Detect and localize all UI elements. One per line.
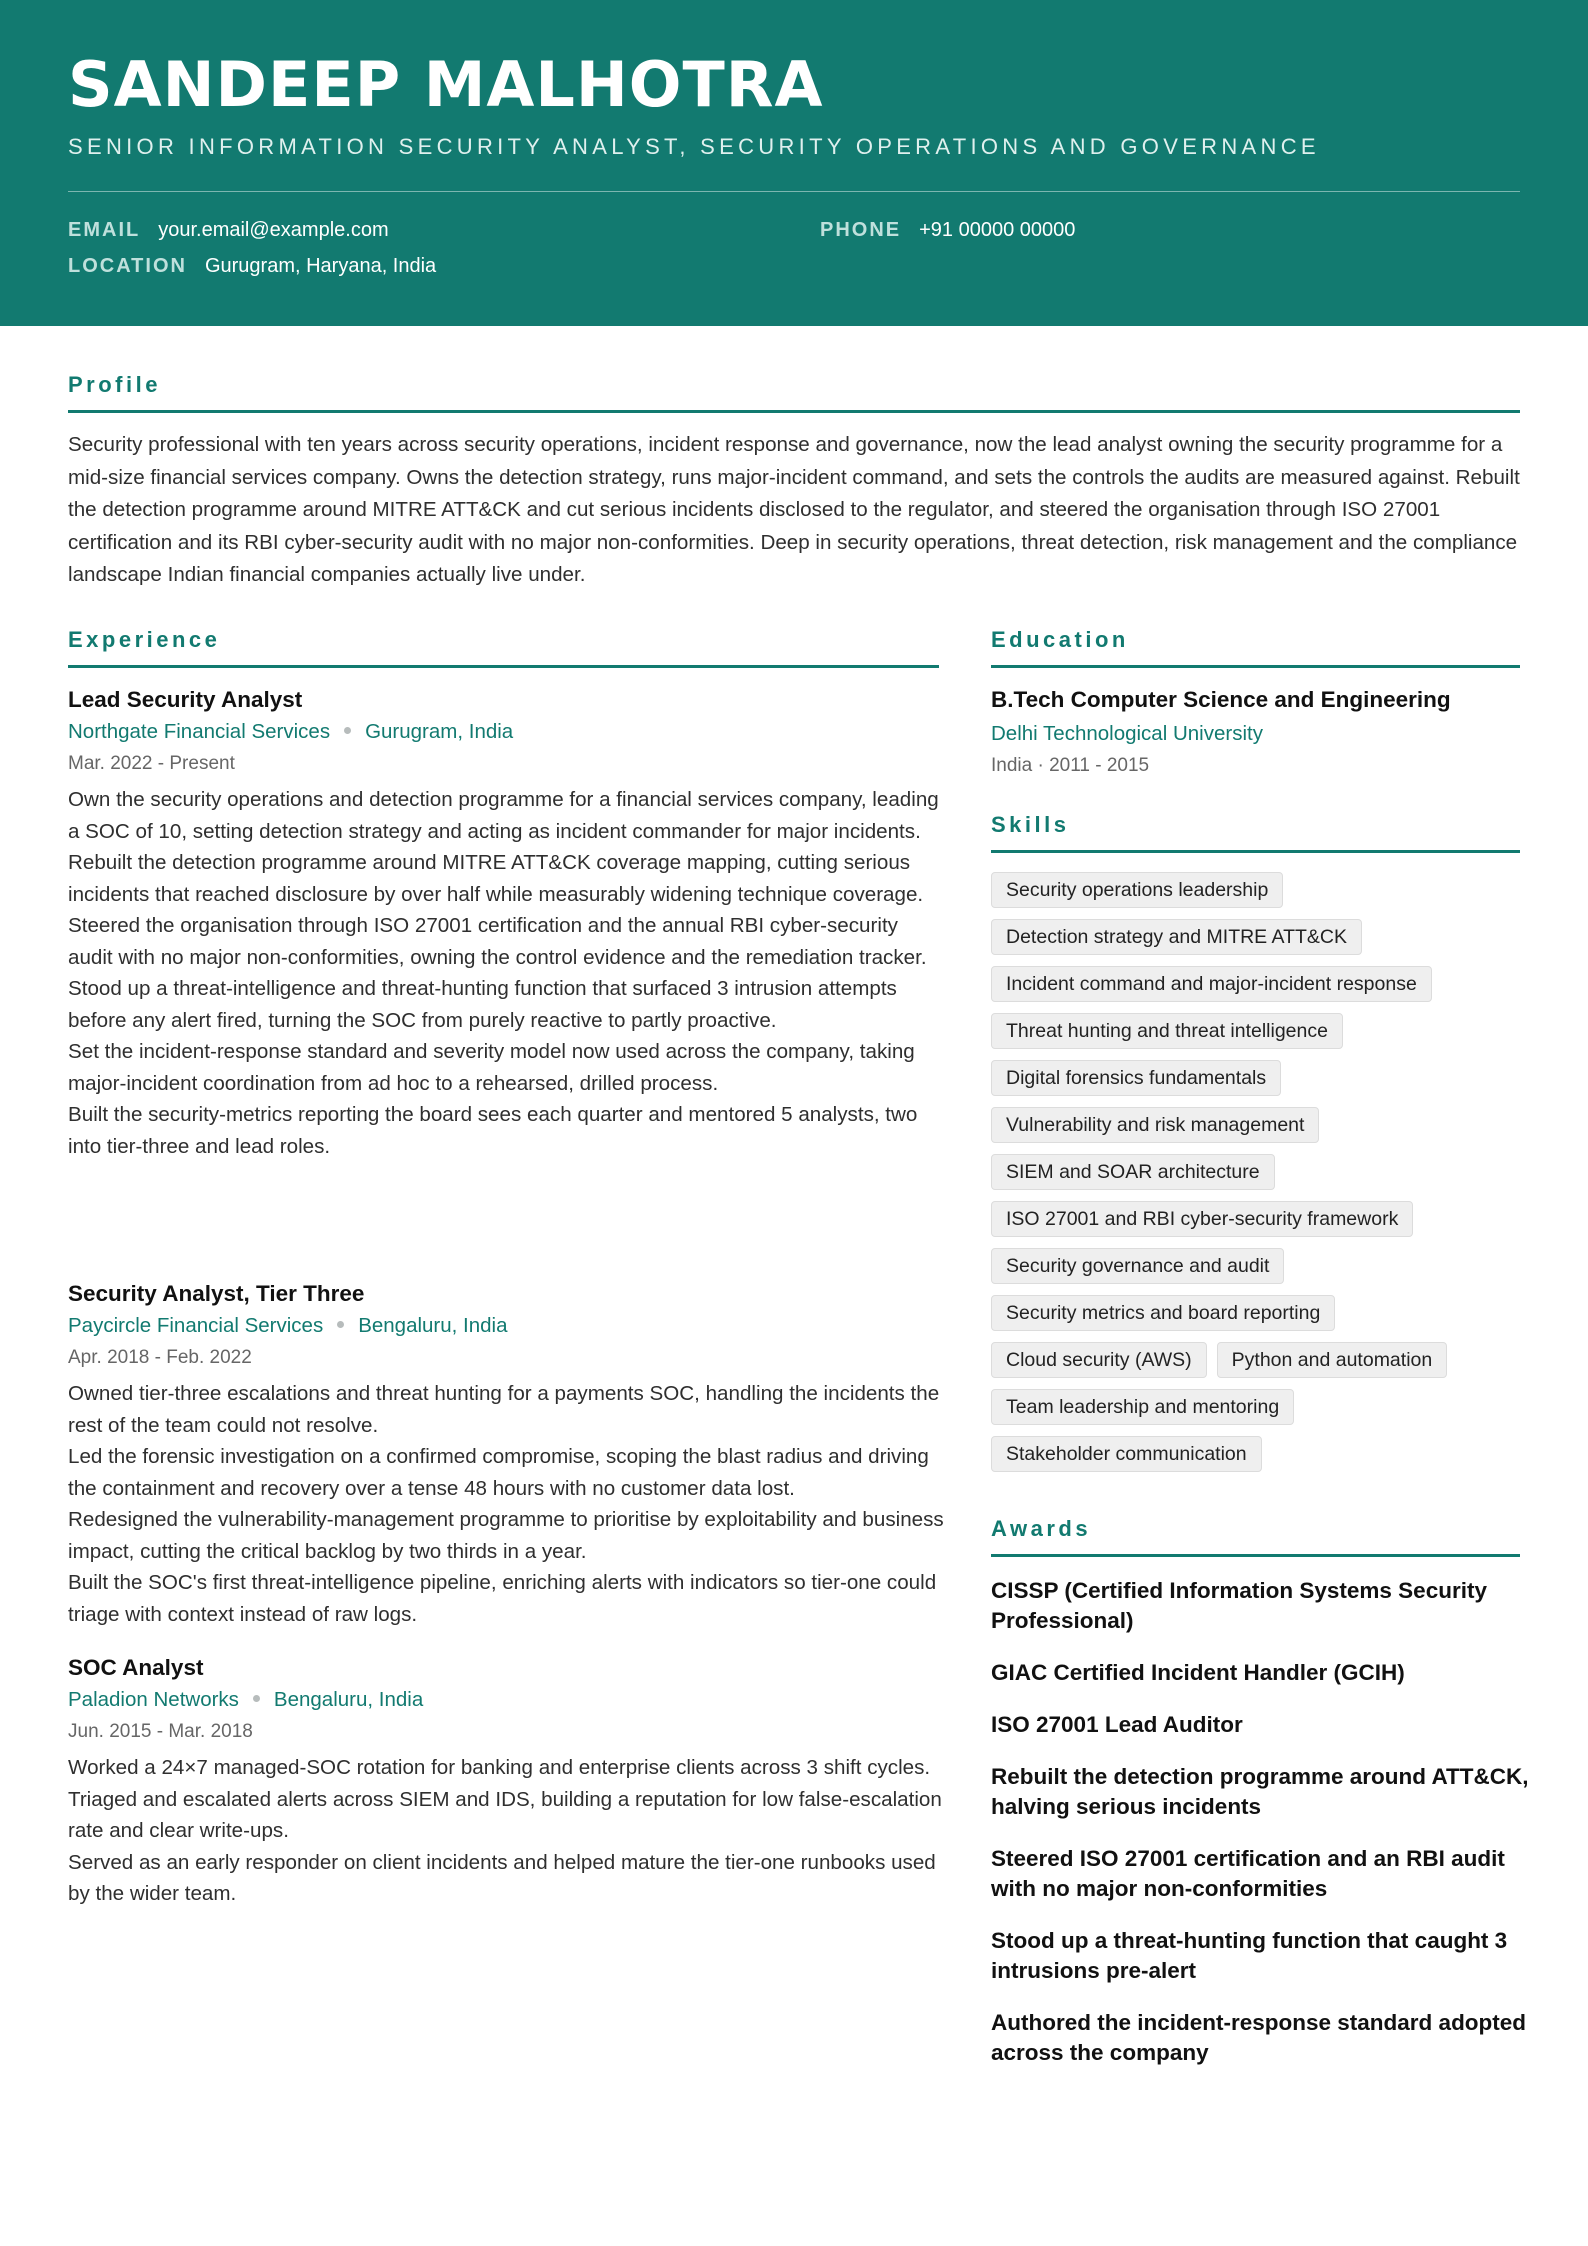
job-location: Bengaluru, India <box>358 1314 508 1337</box>
phone-value[interactable]: +91 00000 00000 <box>919 219 1076 241</box>
contact-email <box>68 219 389 242</box>
job-title: Lead Security Analyst <box>68 687 303 712</box>
separator-dot-icon <box>337 1321 344 1328</box>
education-degree: B.Tech Computer Science and Engineering <box>991 687 1451 712</box>
job-bullet: Rebuilt the detection programme around MITRE ATT&CK coverage mapping, cutting serious incidents that reached disclosure by over half while measurably widening technique coverage. <box>68 851 924 906</box>
contact-phone <box>820 219 1075 242</box>
skill-tag: Stakeholder communication <box>991 1436 1262 1472</box>
job-company: Paladion Networks <box>68 1688 239 1711</box>
skills-rule <box>991 850 1520 853</box>
education-entry <box>991 682 1531 782</box>
phone-label: PHONE <box>820 219 902 241</box>
job-company: Paycircle Financial Services <box>68 1314 324 1337</box>
job-bullet: Owned tier-three escalations and threat hunting for a payments SOC, handling the incidents the rest of the team could not resolve. <box>68 1382 940 1437</box>
job-bullet: Built the security-metrics reporting the board sees each quarter and mentored 5 analysts, two into tier-three and lead roles. <box>68 1103 918 1158</box>
award-item: Authored the incident-response standard adopted across the company <box>991 2010 1527 2065</box>
profile-heading: Profile <box>68 372 161 397</box>
job-bullet: Worked a 24×7 managed-SOC rotation for banking and enterprise clients across 3 shift cycles. <box>68 1756 931 1779</box>
job-bullet: Served as an early responder on client incidents and helped mature the tier-one runbooks used by the wider team. <box>68 1850 936 1905</box>
award-item: Steered ISO 27001 certification and an RBI audit with no major non-conformities <box>991 1846 1505 1901</box>
separator-dot-icon <box>253 1695 260 1702</box>
awards-list <box>991 1576 1531 2090</box>
job-entry <box>68 1653 948 1910</box>
job-location: Gurugram, India <box>365 720 514 743</box>
header-divider <box>68 191 1520 192</box>
skill-tag: Python and automation <box>1217 1342 1448 1378</box>
skill-tag: Security governance and audit <box>991 1248 1284 1284</box>
skill-tag: Security operations leadership <box>991 872 1283 908</box>
award-item: CISSP (Certified Information Systems Security Professional) <box>991 1578 1487 1633</box>
job-bullet: Own the security operations and detection programme for a financial services company, leading a SOC of 10, setting detection strategy and acting as incident commander for major incidents. <box>68 788 939 843</box>
job-dates: Mar. 2022 - Present <box>68 753 235 774</box>
awards-rule <box>991 1554 1520 1557</box>
education-school: Delhi Technological University <box>991 722 1263 745</box>
job-bullet: Led the forensic investigation on a confirmed compromise, scoping the blast radius and driving the containment and recovery over a tense 48 hours with no customer data lost. <box>68 1445 929 1500</box>
experience-rule <box>68 665 939 668</box>
location-label: LOCATION <box>68 255 187 277</box>
skill-tag: Incident command and major-incident response <box>991 966 1432 1002</box>
skill-tag: Cloud security (AWS) <box>991 1342 1207 1378</box>
job-description <box>68 784 948 1162</box>
experience-heading: Experience <box>68 627 221 652</box>
award-item: ISO 27001 Lead Auditor <box>991 1712 1243 1737</box>
contact-location <box>68 255 436 278</box>
skill-tag: SIEM and SOAR architecture <box>991 1154 1275 1190</box>
job-org-line <box>68 1309 948 1342</box>
job-entry <box>68 685 948 1162</box>
skill-tag: Detection strategy and MITRE ATT&CK <box>991 919 1362 955</box>
awards-heading: Awards <box>991 1516 1092 1541</box>
skill-tag: Team leadership and mentoring <box>991 1389 1294 1425</box>
profile-summary: Security professional with ten years across security operations, incident response and governance, now the lead analyst owning the security programme for a mid-size financial services company. Owns the detection strategy, runs major-incident command, and sets the controls the audits are measured against. Rebuilt the detection programme around MITRE ATT&CK and cut serious incidents disclosed to the regulator, and steered the organisation through ISO 27001 certification and its RBI cyber-security audit with no major non-conformities. Deep in security operations, threat detection, risk management and the compliance landscape Indian financial companies actually live under. <box>68 433 1520 586</box>
education-meta: India · 2011 - 2015 <box>991 755 1150 776</box>
job-company: Northgate Financial Services <box>68 720 331 743</box>
skill-tag: Security metrics and board reporting <box>991 1295 1335 1331</box>
job-org-line <box>68 1683 948 1716</box>
skills-list <box>991 872 1531 1472</box>
job-title: SOC Analyst <box>68 1655 204 1680</box>
skill-tag: ISO 27001 and RBI cyber-security framework <box>991 1201 1413 1237</box>
job-org-line <box>68 715 948 748</box>
skill-tag: Threat hunting and threat intelligence <box>991 1013 1343 1049</box>
separator-dot-icon <box>344 727 351 734</box>
education-rule <box>991 665 1520 668</box>
skills-heading: Skills <box>991 812 1070 837</box>
job-location: Bengaluru, India <box>273 1688 424 1711</box>
award-item: Stood up a threat-hunting function that caught 3 intrusions pre-alert <box>991 1928 1508 1983</box>
job-dates: Jun. 2015 - Mar. 2018 <box>68 1721 253 1742</box>
email-label: EMAIL <box>68 219 141 241</box>
job-bullet: Redesigned the vulnerability-management programme to prioritise by exploitability and business impact, cutting the critical backlog by two thirds in a year. <box>68 1508 944 1563</box>
award-item: GIAC Certified Incident Handler (GCIH) <box>991 1660 1405 1685</box>
candidate-name: SANDEEP MALHOTRA <box>68 48 824 121</box>
education-heading: Education <box>991 627 1129 652</box>
job-bullet: Steered the organisation through ISO 27001 certification and the annual RBI cyber-security audit with no major non-conformities, owning the control evidence and the remediation tracker. <box>68 914 927 969</box>
job-description <box>68 1378 948 1630</box>
job-dates: Apr. 2018 - Feb. 2022 <box>68 1347 252 1368</box>
job-bullet: Set the incident-response standard and severity model now used across the company, taking major-incident coordination from ad hoc to a rehearsed, drilled process. <box>68 1040 915 1095</box>
location-value: Gurugram, Haryana, India <box>204 255 437 277</box>
profile-rule <box>68 410 1520 413</box>
job-description <box>68 1752 948 1910</box>
candidate-headline: SENIOR INFORMATION SECURITY ANALYST, SECURITY OPERATIONS AND GOVERNANCE <box>68 134 1320 159</box>
award-item: Rebuilt the detection programme around ATT&CK, halving serious incidents <box>991 1764 1529 1819</box>
job-bullet: Stood up a threat-intelligence and threat-hunting function that surfaced 3 intrusion attempts before any alert fired, turning the SOC from purely reactive to partly proactive. <box>68 977 897 1032</box>
job-entry <box>68 1279 948 1630</box>
skill-tag: Vulnerability and risk management <box>991 1107 1319 1143</box>
job-bullet: Triaged and escalated alerts across SIEM and IDS, building a reputation for low false-escalation rate and clear write-ups. <box>68 1787 942 1842</box>
job-title: Security Analyst, Tier Three <box>68 1281 365 1306</box>
skill-tag: Digital forensics fundamentals <box>991 1060 1281 1096</box>
resume-header <box>0 0 1588 326</box>
email-value[interactable]: your.email@example.com <box>158 219 389 241</box>
job-bullet: Built the SOC's first threat-intelligence pipeline, enriching alerts with indicators so tier-one could triage with context instead of raw logs. <box>68 1571 937 1626</box>
